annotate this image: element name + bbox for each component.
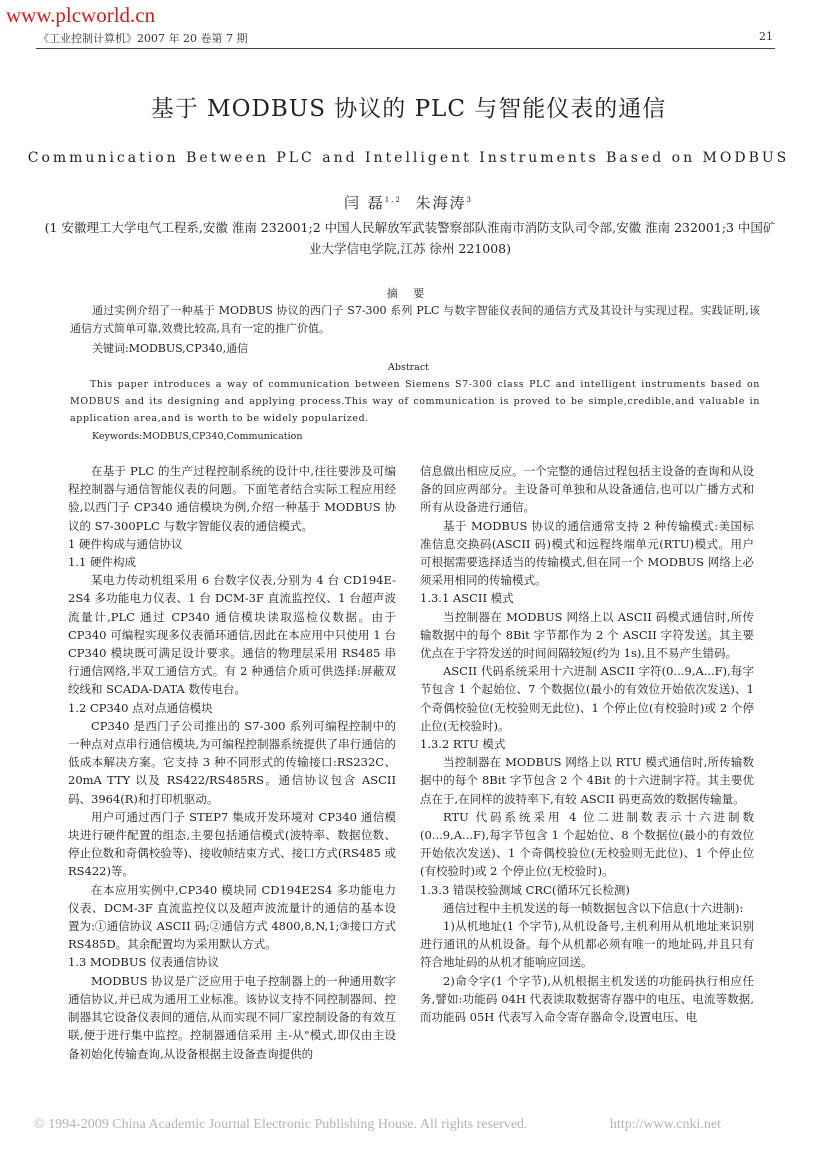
copyright-footer: © 1994-2009 China Academic Journal Electronic Publishing House. All rights reserved. — [34, 1117, 528, 1132]
paper-title: 基于 MODBUS 协议的 PLC 与智能仪表的通信 — [150, 96, 667, 122]
body-paragraph: 信息做出相应反应。一个完整的通信过程包括主设备的查询和从设备的回应两部分。主设备可单独和从设备通信,也可以广播方式和所有从设备进行通信。 — [420, 464, 754, 515]
body-paragraph: 用户可通过西门子 STEP7 集成开发环境对 CP340 通信模块进行硬件配置的组态,主要包括通信模式(波特率、数据位数、停止位数和奇偶校验等)、接收帧结束方式、接口方式(RS485 或 RS422)等。 — [68, 809, 396, 879]
body-paragraph: 当控制器在 MODBUS 网络上以 RTU 模式通信时,所传输数据中的每个 8Bit 字节包含 2 个 4Bit 的十六进制字符。其主要优点在于,在同样的波特率下,有较 ASCII 码更高效的数据传输量。 — [420, 755, 754, 806]
site-watermark: www.plcworld.cn — [6, 3, 156, 27]
abstract-en-text: This paper introduces a way of communication between Siemens S7-300 class PLC and intelligent instruments based on MODBUS and its designing and applying process.This way of communication is proved to be simple,credible,and valuable in application area,and is worth to be widely popularized. — [70, 379, 760, 424]
abstract-en-heading: Abstract — [388, 362, 429, 373]
section-heading: 1.3.1 ASCII 模式 — [420, 591, 514, 606]
section-heading: 1.3.3 错误校验测域 CRC(循环冗长检测) — [420, 882, 630, 897]
section-heading: 1 硬件构成与通信协议 — [68, 536, 183, 551]
journal-header: 《工业控制计算机》2007 年 20 卷第 7 期 — [38, 32, 248, 45]
header-rule — [36, 48, 775, 49]
body-paragraph: 在本应用实例中,CP340 模块同 CD194E2S4 多功能电力仪表、DCM-3F 直流监控仪以及超声波流量计的通信的基本设置为:①通信协议 ASCII 码;②通信方式 4800,8,N,1;③接口方式 RS485D。其余配置均为采用默认方式。 — [68, 882, 396, 952]
section-heading: 1.3.2 RTU 模式 — [420, 737, 506, 752]
author-2: 朱海涛 — [415, 194, 467, 212]
body-paragraph: RTU 代码系统采用 4 位二进制数表示十六进制数(0...9,A...F),每字节包含 1 个起始位、8 个数据位(最小的有效位开始依次发送)、1 个奇偶校验位(无校验则无此位)、1 个停止位(有校验时)或 2 个停止位(无校验时)。 — [420, 809, 754, 879]
body-paragraph: 通信过程中主机发送的每一帧数据包含以下信息(十六进制): — [443, 900, 744, 915]
body-paragraph: MODBUS 协议是广泛应用于电子控制器上的一种通用数字通信协议,并已成为通用工业标准。该协议支持不同控制器间、控制器其它设备仪表间的通信,从而实现不同厂家控制设备的有效互联,便于进行集中监控。控制器通信采用 主-从"模式,即仅由主设备初始化传输查询,从设备根据主设备查询提供的 — [68, 973, 396, 1061]
paper-title-english: Communication Between PLC and Intelligent Instruments Based on MODBUS — [27, 150, 790, 166]
body-paragraph: 2)命令字(1 个字节),从机根据主机发送的功能码执行相应任务,譬如:功能码 04H 代表读取数据寄存器中的电压、电流等数据,而功能码 05H 代表写入命令寄存器命令,设置电压、电 — [420, 973, 754, 1025]
section-heading: 1.2 CP340 点对点通信模块 — [68, 700, 213, 715]
body-paragraph: 在基于 PLC 的生产过程控制系统的设计中,往往要涉及可编程控制器与通信智能仪表的问题。下面笔者结合实际工程应用经验,以西门子 CP340 通信模块为例,介绍一种基于 MODBUS 协议的 S7-300PLC 与数字智能仪表的通信模式。 — [68, 464, 396, 533]
affiliations: (1 安徽理工大学电气工程系,安徽 淮南 232001;2 中国人民解放军武装警察部队淮南市消防支队司令部,安徽 淮南 232001;3 中国矿业大学信电学院,江苏 徐州 221008) — [44, 220, 776, 256]
body-paragraph: 某电力传动机组采用 6 台数字仪表,分别为 4 台 CD194E-2S4 多功能电力仪表、1 台 DCM-3F 直流监控仪、1 台超声波流量计,PLC 通过 CP340 通信模块读取巡检仪数据。由于 CP340 可编程实现多仪表循环通信,因此在本应用中只使用 1 台 CP340 模块既可满足设计要求。通信的物理层采用 RS485 串行通信网络,半双工通信方式。有 2 种通信介质可供选择:屏蔽双绞线和 SCADA-DATA 数传电台。 — [68, 573, 396, 697]
body-paragraph: 当控制器在 MODBUS 网络上以 ASCII 码模式通信时,所传输数据中的每个 8Bit 字节都作为 2 个 ASCII 字符发送。其主要优点在于字符发送的时间间隔较短(约为 1s),且不易产生错码。 — [420, 609, 754, 661]
body-column-right — [420, 462, 754, 1026]
section-heading: 1.1 硬件构成 — [68, 555, 136, 570]
body-column-left — [68, 462, 396, 1063]
body-paragraph: ASCII 代码系统采用十六进制 ASCII 字符(0...9,A...F),每字节包含 1 个起始位、7 个数据位(最小的有效位开始依次发送)、1 个奇偶校验位(无校验则无此位)、1 个停止位(有校验时)或 2 个停止位(无校验时)。 — [420, 664, 754, 733]
abstract-heading: 摘 要 — [386, 287, 431, 300]
abstract-text: 通过实例介绍了一种基于 MODBUS 协议的西门子 S7-300 系列 PLC 与数字智能仪表间的通信方式及其设计与实现过程。实践证明,该通信方式简单可靠,效费比较高,具有一定的推广价值。 — [70, 304, 760, 335]
authors — [0, 192, 817, 213]
body-paragraph: 基于 MODBUS 协议的通信通常支持 2 种传输模式:美国标准信息交换码(ASCII 码)模式和远程终端单元(RTU)模式。用户可根据需要选择适当的传输模式,但在同一个 MODBUS 网络上必须采用相同的传输模式。 — [420, 518, 754, 588]
keywords: 关键词:MODBUS,CP340,通信 — [92, 342, 249, 355]
section-heading: 1.3 MODBUS 仪表通信协议 — [68, 955, 220, 970]
cnki-url: http://www.cnki.net — [609, 1117, 721, 1132]
keywords-en: Keywords:MODBUS,CP340,Communication — [92, 431, 303, 442]
body-paragraph: CP340 是西门子公司推出的 S7-300 系列可编程控制中的一种点对点串行通信模块,为可编程控制器系统提供了串行通信的低成本解决方案。它支持 3 种不同形式的传输接口:RS232C、20mA TTY 以及 RS422/RS485RS。通信协议包含 ASCII 码、3964(R)和打印机驱动。 — [68, 718, 396, 806]
author-1: 闫 磊 — [344, 194, 385, 212]
body-paragraph: 1)从机地址(1 个字节),从机设备号,主机利用从机地址来识别进行通讯的从机设备。每个从机都必须有唯一的地址码,并且只有符合地址码的从机才能响应回送。 — [420, 919, 754, 970]
author-2-affil: 3 — [466, 196, 473, 204]
author-1-affil: 1,2 — [384, 196, 402, 204]
page-number: 21 — [759, 30, 773, 43]
